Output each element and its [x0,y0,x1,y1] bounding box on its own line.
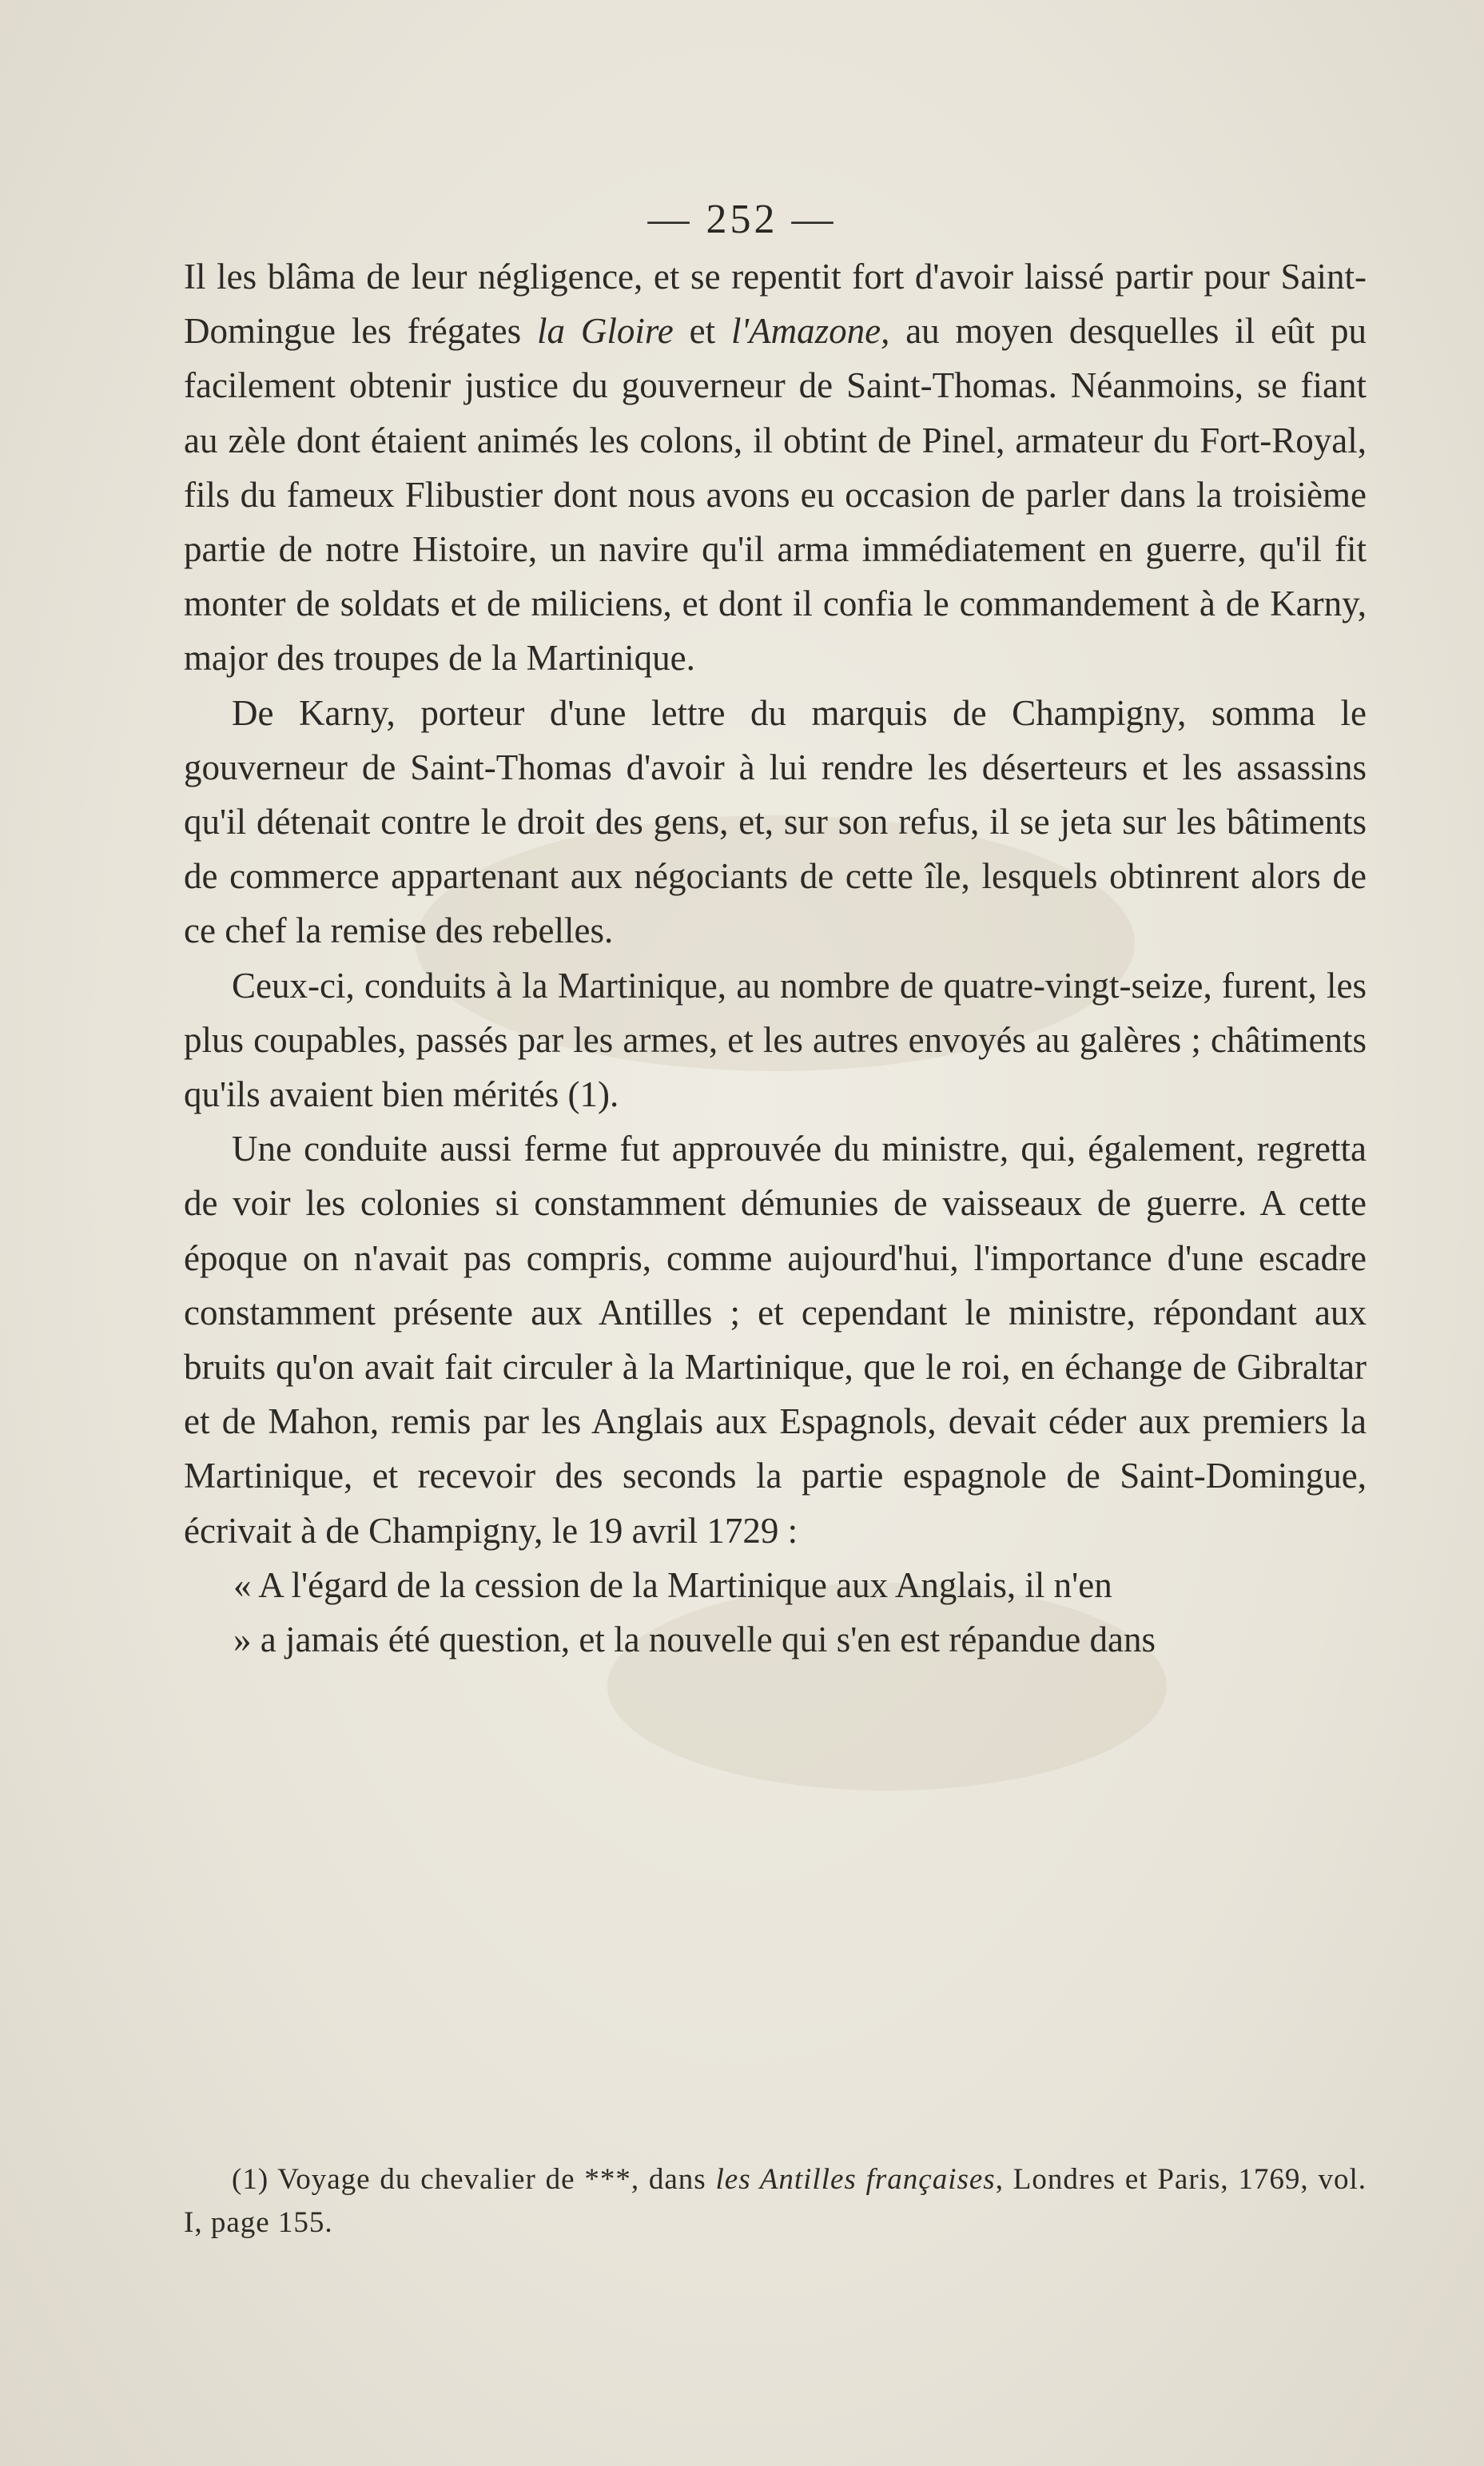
quotation [184,1558,1367,1667]
footnote-book-title: les Antilles françaises [715,2163,996,2196]
paragraph [184,249,1367,686]
paragraph [184,686,1367,958]
page-number: — 252 — [647,197,837,242]
footnote-text: , Londres et Paris, 1769, vol. I, page 155. [184,2163,1367,2239]
text-run: Il les blâma de leur négligence, et se repentit fort d'avoir laissé partir pour Saint-Domingue les frégates [184,257,1367,352]
text-run: De Karny, porteur d'une lettre du marquis de Champigny, somma le gouverneur de Saint-Thomas d'avoir à lui rendre les déserteurs et les assassins qu'il détenait contre le droit des gens, et, sur son refus, il se jeta sur les bâtiments de commerce appartenant aux négociants de cette île, lesquels obtinrent alors de ce chef la remise des rebelles. [184,692,1367,951]
paragraph [184,1121,1367,1558]
footnote [184,2158,1367,2245]
ship-name-la-gloire: la Gloire [537,311,674,352]
text-run: et [673,311,731,352]
text-run: au moyen desquelles il eût pu facilement obtenir justice du gouverneur de Saint-Thomas. Néanmoins, se fiant au zèle dont étaient animés les colons, il obtint de Pinel, armateur du Fort-Royal, fils du fameux Flibustier dont nous avons eu occasion de parler dans la troisième partie de notre Histoire, un navire qu'il arma immédiatement en guerre, qu'il fit monter de soldats et de miliciens, et dont il confia le commandement à de Karny, major des troupes de la Martinique. [184,311,1367,679]
text-run: Ceux-ci, conduits à la Martinique, au nombre de quatre-vingt-seize, furent, les plus coupables, passés par les armes, et les autres envoyés au galères ; châtiments qu'ils avaient bien mérités (1). [184,965,1367,1115]
quote-line: « A l'égard de la cession de la Martinique aux Anglais, il n'en [233,1564,1112,1605]
text-run: Une conduite aussi ferme fut approuvée du ministre, qui, également, regretta de voir les colonies si constamment démunies de vaisseaux de guerre. A cette époque on n'avait pas compris, comme aujourd'hui, l'importance d'une escadre constamment présente aux Antilles ; et cependant le ministre, répondant aux bruits qu'on avait fait circuler à la Martinique, que le roi, en échange de Gibraltar et de Mahon, remis par les Anglais aux Espagnols, devait céder aux premiers la Martinique, et recevoir des seconds la partie espagnole de Saint-Domingue, écrivait à de Champigny, le 19 avril 1729 : [184,1129,1367,1551]
quote-line: » a jamais été question, et la nouvelle qui s'en est répandue dans [233,1619,1156,1660]
paragraph [184,958,1367,1122]
footnote-text: (1) Voyage du chevalier de ***, dans [232,2163,716,2196]
ship-name-lamazone: l'Amazone, [730,311,890,352]
body-text [184,249,1367,1667]
